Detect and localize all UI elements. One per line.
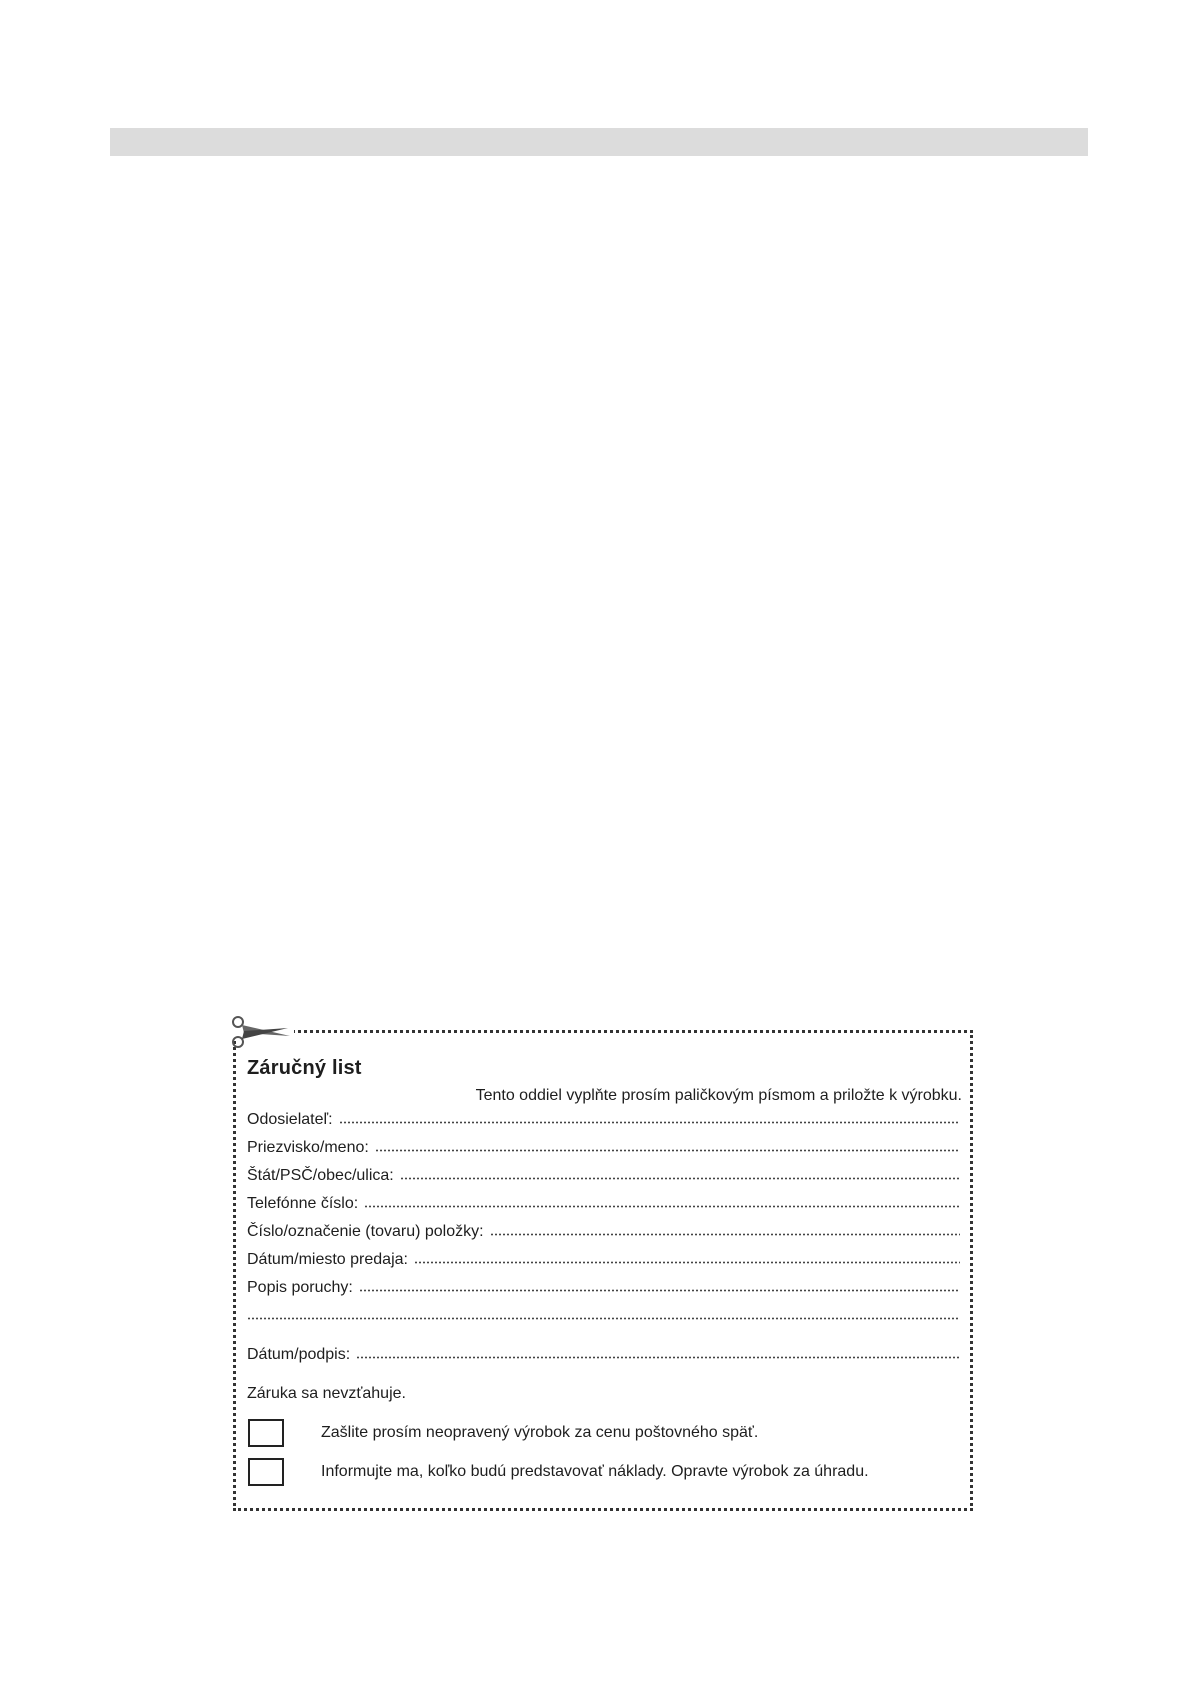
field-address[interactable] (247, 1163, 960, 1185)
field-purchase-date-place[interactable] (247, 1247, 960, 1269)
fill-line (375, 1149, 960, 1152)
header-band (110, 128, 1088, 156)
coupon-instruction: Tento oddiel vyplňte prosím paličkovým písmom a priložte k výrobku. (475, 1087, 962, 1104)
warranty-note: Záruka sa nevzťahuje. (247, 1385, 406, 1402)
field-label: Číslo/označenie (tovaru) položky: (247, 1223, 484, 1240)
field-label: Priezvisko/meno: (247, 1139, 369, 1156)
return-unrepaired-checkbox[interactable] (248, 1419, 284, 1447)
field-label: Popis poruchy: (247, 1279, 353, 1296)
fill-line (359, 1289, 960, 1292)
field-label: Štát/PSČ/obec/ulica: (247, 1167, 394, 1184)
field-date-signature[interactable] (247, 1342, 960, 1364)
field-fault-description-continued[interactable] (247, 1303, 960, 1325)
fill-line (247, 1317, 960, 1320)
fill-line (364, 1205, 960, 1208)
option-repair-at-cost[interactable] (248, 1458, 968, 1490)
field-label: Odosielateľ: (247, 1111, 333, 1128)
fill-line (490, 1233, 960, 1236)
field-sender[interactable] (247, 1107, 960, 1129)
field-phone[interactable] (247, 1191, 960, 1213)
fill-line (414, 1261, 960, 1264)
field-label: Dátum/podpis: (247, 1346, 351, 1363)
field-name[interactable] (247, 1135, 960, 1157)
field-label: Telefónne číslo: (247, 1195, 359, 1212)
fill-line (400, 1177, 960, 1180)
field-item-number[interactable] (247, 1219, 960, 1241)
fill-line (339, 1121, 960, 1124)
option-label: Informujte ma, koľko budú predstavovať náklady. Opravte výrobok za úhradu. (321, 1463, 869, 1480)
coupon-title: Záručný list (247, 1057, 362, 1079)
field-fault-description[interactable] (247, 1275, 960, 1297)
option-return-unrepaired[interactable] (248, 1419, 968, 1451)
repair-at-cost-checkbox[interactable] (248, 1458, 284, 1486)
option-label: Zašlite prosím neopravený výrobok za cenu poštovného späť. (321, 1424, 759, 1441)
fill-line (356, 1356, 960, 1359)
scissors-icon (230, 1014, 292, 1050)
field-label: Dátum/miesto predaja: (247, 1251, 408, 1268)
